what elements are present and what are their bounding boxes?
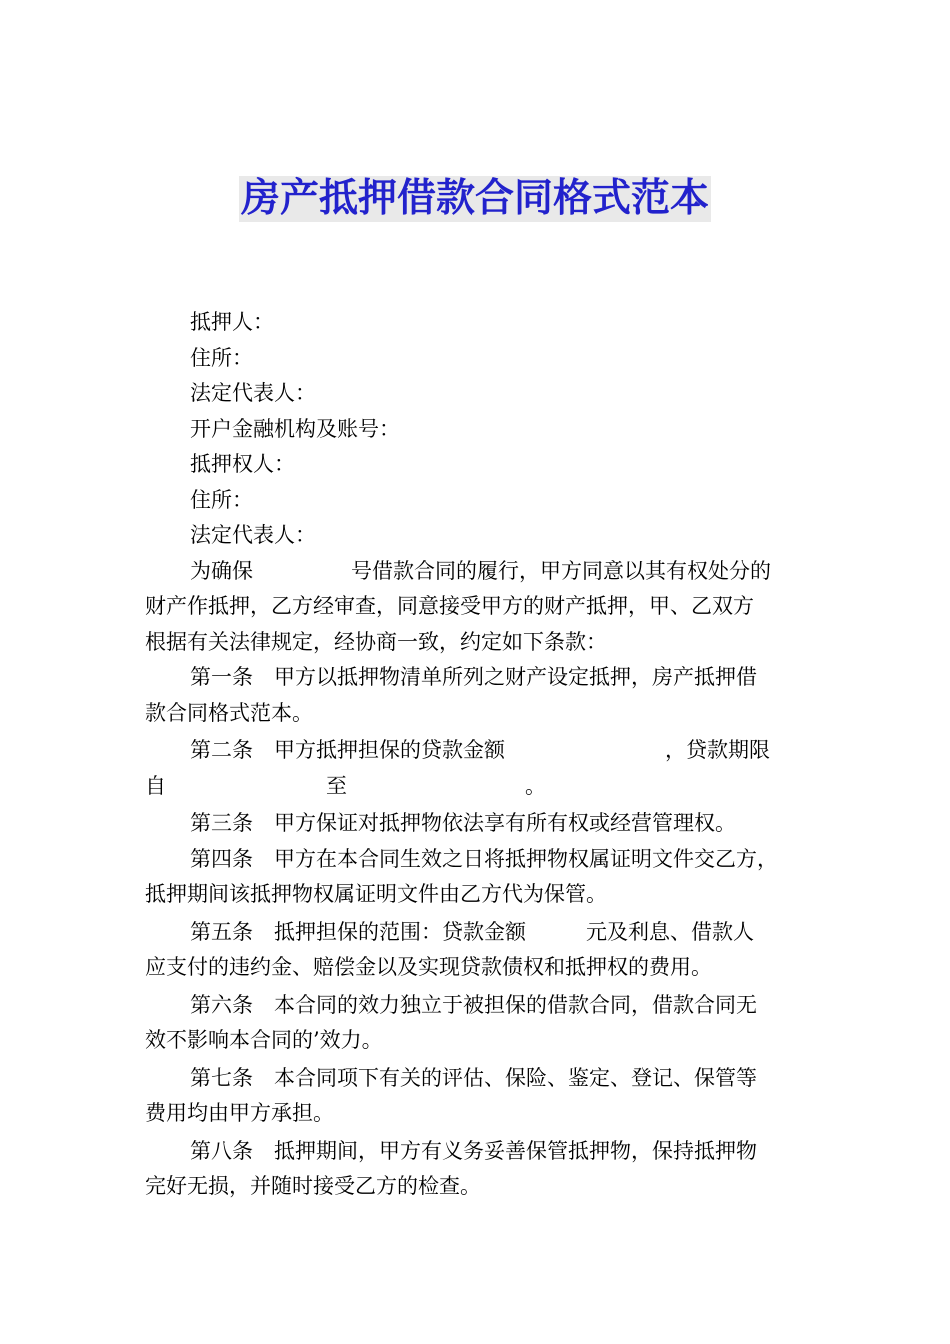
- article-5-line-1: [145, 915, 809, 951]
- article-6-line-2: 效不影响本合同的’效力。: [145, 1028, 383, 1052]
- field-address-2: 住所：: [190, 487, 253, 512]
- article-2-part-1: 第二条 甲方抵押担保的贷款金额: [190, 738, 505, 762]
- article-2-line-2: [145, 769, 809, 805]
- preamble-line-3: 根据有关法律规定，经协商一致，约定如下条款：: [145, 629, 607, 654]
- document-body: [145, 305, 809, 1205]
- article-6-line-1: 第六条 本合同的效力独立于被担保的借款合同，借款合同无: [190, 992, 757, 1017]
- article-2-part-2: ，贷款期限: [665, 738, 770, 762]
- article-4-line-2: 抵押期间该抵押物权属证明文件由乙方代为保管。: [145, 882, 607, 906]
- article-1-line-2: 款合同格式范本。: [145, 700, 313, 725]
- article-8-line-2: 完好无损，并随时接受乙方的检查。: [145, 1174, 481, 1198]
- article-2-to: 至: [326, 773, 347, 798]
- preamble-line-1: [145, 554, 809, 590]
- document-title: 房产抵押借款合同格式范本: [240, 176, 709, 221]
- preamble-part-2: 号借款合同的履行，甲方同意以其有权处分的: [351, 558, 771, 583]
- article-4-line-1: 第四条 甲方在本合同生效之日将抵押物权属证明文件交乙方，: [190, 846, 778, 871]
- article-3-line-1: 第三条 甲方保证对抵押物依法享有所有权或经营管理权。: [190, 811, 736, 835]
- field-mortgagor: 抵押人：: [190, 310, 274, 334]
- article-5-line-2: 应支付的违约金、赔偿金以及实现贷款债权和抵押权的费用。: [145, 955, 712, 979]
- article-2-end: 。: [525, 773, 546, 798]
- article-2-line-1: [145, 733, 809, 769]
- field-legal-rep-2: 法定代表人：: [190, 523, 316, 547]
- article-5-part-2: 元及利息、借款人: [586, 919, 754, 944]
- field-mortgagee: 抵押权人：: [190, 452, 295, 476]
- preamble-part-1: 为确保: [190, 558, 253, 583]
- article-2-from: 自: [145, 773, 166, 798]
- article-8-line-1: 第八条 抵押期间，甲方有义务妥善保管抵押物，保持抵押物: [190, 1138, 757, 1163]
- preamble-line-2: 财产作抵押，乙方经审查，同意接受甲方的财产抵押，甲、乙双方: [145, 594, 754, 618]
- article-7-line-1: 第七条 本合同项下有关的评估、保险、鉴定、登记、保管等: [190, 1065, 757, 1090]
- field-bank-account: 开户金融机构及账号：: [190, 416, 400, 441]
- field-legal-rep-1: 法定代表人：: [190, 381, 316, 405]
- article-1-line-1: 第一条 甲方以抵押物清单所列之财产设定抵押，房产抵押借: [190, 665, 757, 689]
- article-7-line-2: 费用均由甲方承担。: [145, 1101, 334, 1125]
- title-container: [0, 176, 950, 222]
- field-address-1: 住所：: [190, 345, 253, 370]
- article-5-part-1: 第五条 抵押担保的范围：贷款金额: [190, 919, 526, 944]
